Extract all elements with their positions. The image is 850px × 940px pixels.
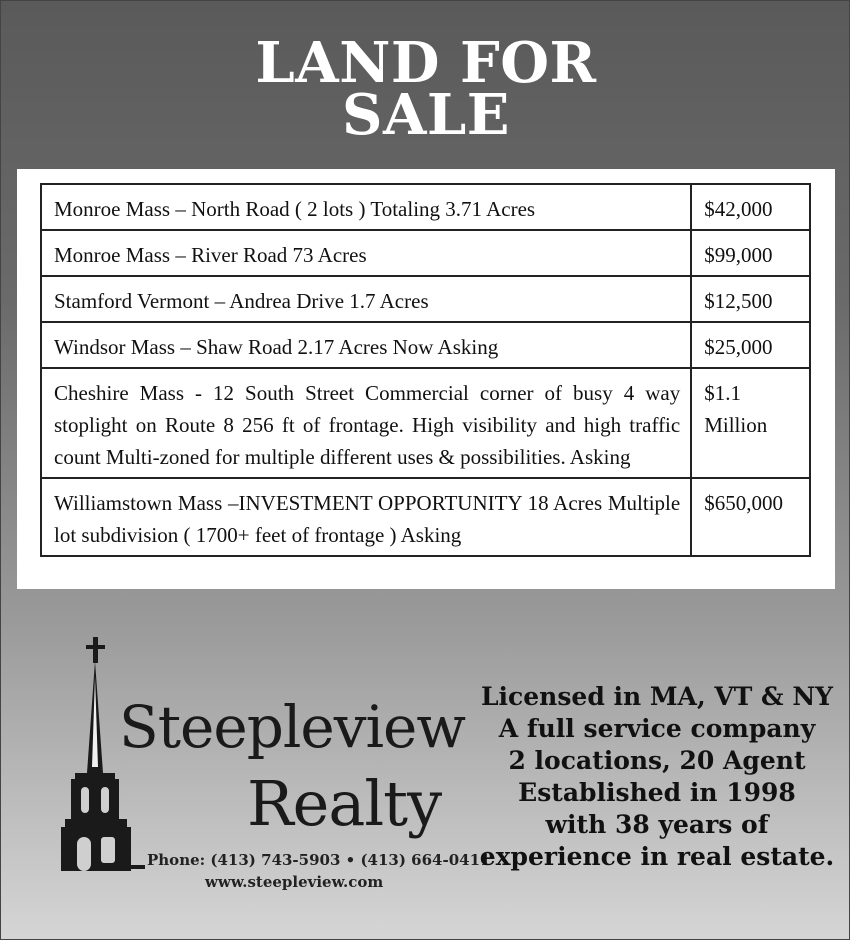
headline-line-1: LAND FOR [255, 30, 597, 96]
listing-price: $1.1 Million [691, 368, 810, 478]
listing-description: Monroe Mass – North Road ( 2 lots ) Totaling 3.71 Acres [41, 184, 691, 230]
phone-numbers: Phone: (413) 743-5903 • (413) 664-0411 [147, 851, 491, 869]
table-row [41, 184, 810, 230]
tagline-line: Licensed in MA, VT & NY [480, 682, 834, 711]
listing-price: $42,000 [691, 184, 810, 230]
listing-description: Monroe Mass – River Road 73 Acres [41, 230, 691, 276]
table-row [41, 478, 810, 556]
table-row [41, 230, 810, 276]
company-tagline [477, 681, 837, 873]
listing-description: Windsor Mass – Shaw Road 2.17 Acres Now Asking [41, 322, 691, 368]
listing-price: $25,000 [691, 322, 810, 368]
listings-table [40, 183, 811, 557]
headline [1, 30, 850, 148]
tagline-line: Established in 1998 [518, 778, 796, 807]
listing-panel [17, 169, 835, 589]
listing-price: $12,500 [691, 276, 810, 322]
listing-description: Stamford Vermont – Andrea Drive 1.7 Acres [41, 276, 691, 322]
table-row [41, 368, 810, 478]
headline-line-2: SALE [342, 82, 510, 148]
listing-price: $99,000 [691, 230, 810, 276]
listing-price: $650,000 [691, 478, 810, 556]
table-row [41, 276, 810, 322]
tagline-line: with 38 years of [545, 810, 769, 839]
brand-name-line-1: Steepleview [119, 693, 465, 761]
brand-name-line-2: Realty [247, 767, 442, 840]
steepleview-logo [57, 637, 491, 897]
table-row [41, 322, 810, 368]
listing-description: Williamstown Mass –INVESTMENT OPPORTUNITY 18 Acres Multiple lot subdivision ( 1700+ feet of frontage ) Asking [41, 478, 691, 556]
tagline-line: A full service company [498, 714, 816, 743]
tagline-line: 2 locations, 20 Agent [508, 746, 806, 775]
listing-description: Cheshire Mass - 12 South Street Commercial corner of busy 4 way stoplight on Route 8 256 ft of frontage. High visibility and high traffic count Multi-zoned for multiple different uses & possibilities. Asking [41, 368, 691, 478]
website-url: www.steepleview.com [205, 873, 384, 891]
tagline-line: experience in real estate. [479, 842, 835, 871]
